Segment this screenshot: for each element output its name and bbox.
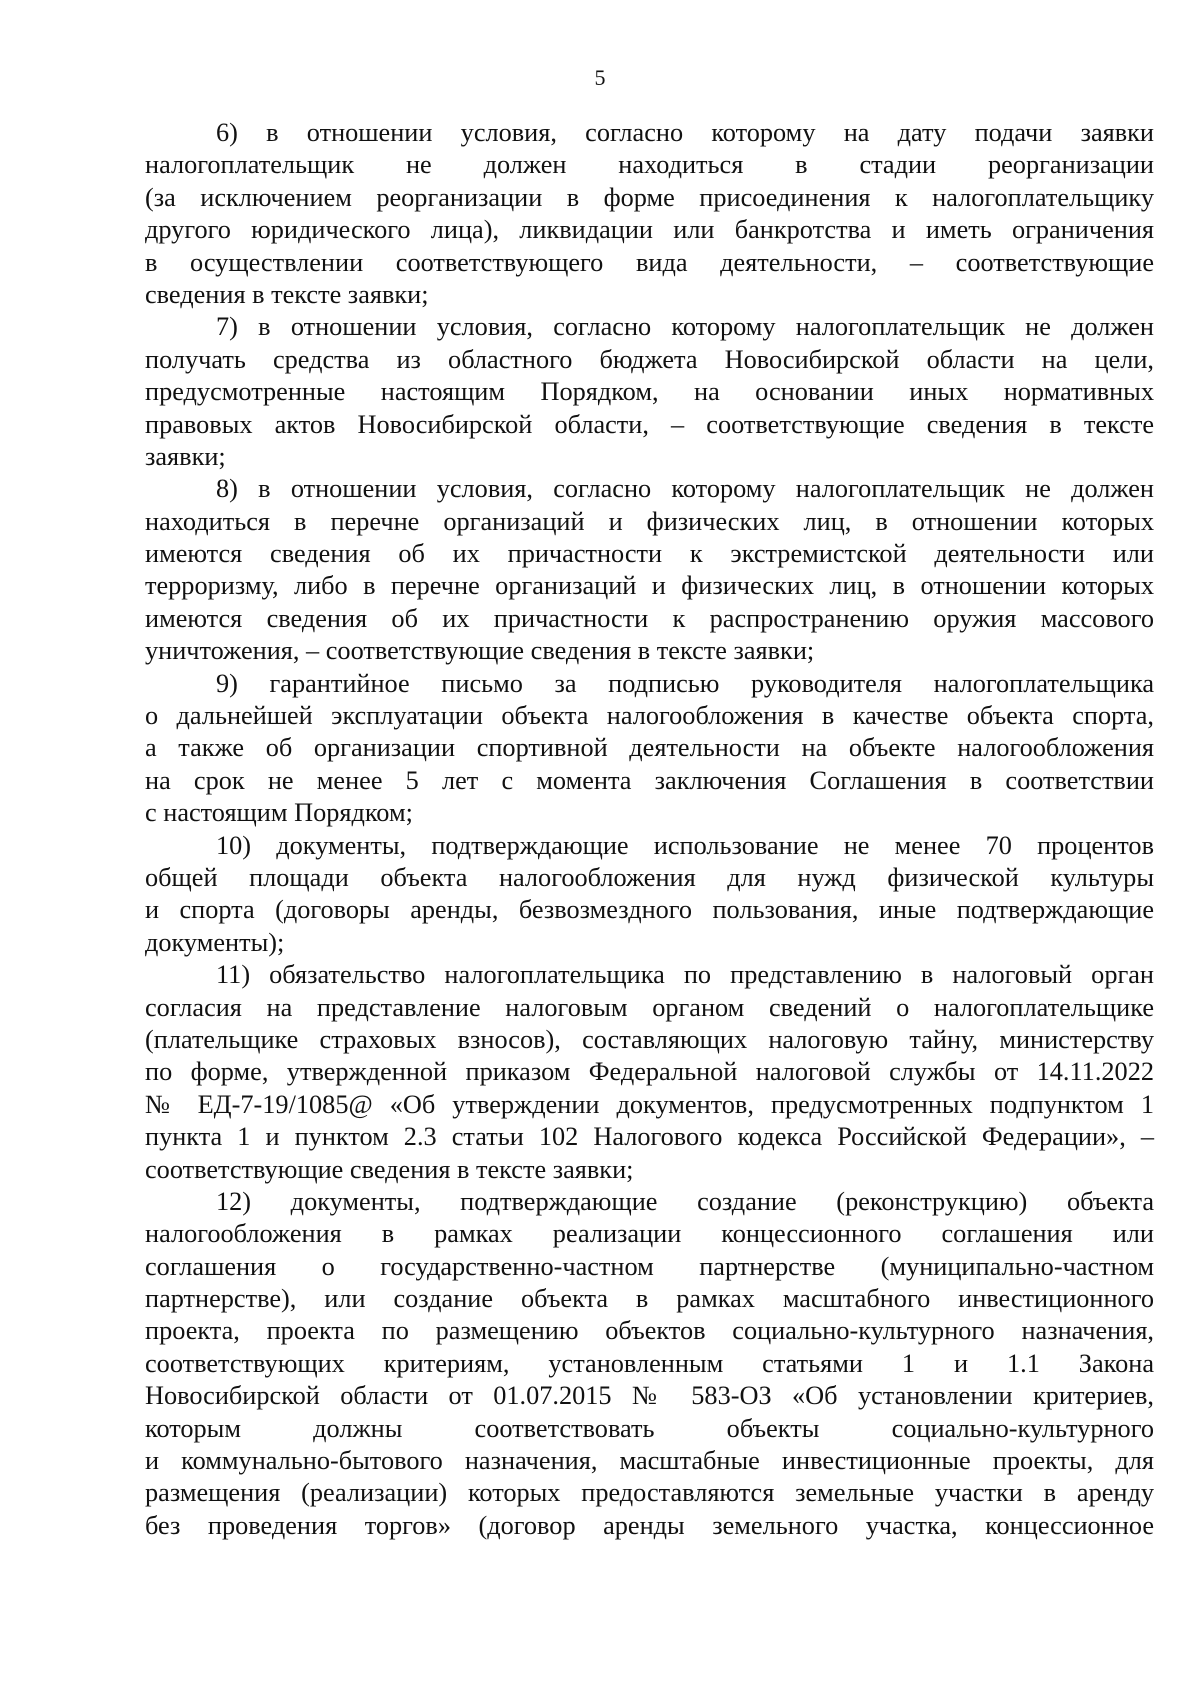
paragraph-line: на срок не менее 5 лет с момента заключения Соглашения в соответствии bbox=[145, 765, 1154, 795]
paragraph bbox=[145, 668, 1154, 830]
paragraph bbox=[145, 473, 1154, 667]
paragraph-line: 10) документы, подтверждающие использование не менее 70 процентов bbox=[216, 830, 1154, 860]
paragraph-line: 7) в отношении условия, согласно которому налогоплательщик не должен bbox=[216, 312, 1154, 342]
paragraph bbox=[145, 959, 1154, 1186]
paragraph-line: 11) обязательство налогоплательщика по представлению в налоговый орган bbox=[216, 960, 1154, 990]
paragraph-line: налогообложения в рамках реализации концессионного соглашения или bbox=[145, 1219, 1154, 1249]
paragraph-line: правовых актов Новосибирской области, – соответствующие сведения в тексте bbox=[145, 409, 1154, 439]
paragraph bbox=[145, 117, 1154, 311]
paragraph-line: с настоящим Порядком; bbox=[145, 798, 413, 828]
paragraph-line: пункта 1 и пунктом 2.3 статьи 102 Налогового кодекса Российской Федерации», – bbox=[145, 1122, 1154, 1152]
paragraph-line: № ЕД-7-19/1085@ «Об утверждении документов, предусмотренных подпунктом 1 bbox=[145, 1089, 1154, 1119]
paragraph-line: 9) гарантийное письмо за подписью руководителя налогоплательщика bbox=[216, 668, 1154, 698]
paragraph-line: согласия на представление налоговым органом сведений о налогоплательщике bbox=[145, 992, 1154, 1022]
paragraph-line: соответствующих критериям, установленным статьями 1 и 1.1 Закона bbox=[145, 1348, 1154, 1378]
paragraph-line: получать средства из областного бюджета Новосибирской области на цели, bbox=[145, 344, 1154, 374]
paragraph-line: 6) в отношении условия, согласно которому на дату подачи заявки bbox=[216, 118, 1154, 147]
paragraph-line: соглашения о государственно-частном партнерстве (муниципально-частном bbox=[145, 1251, 1154, 1281]
paragraph-line: которым должны соответствовать объекты социально-культурного bbox=[145, 1413, 1154, 1443]
paragraph-line: уничтожения, – соответствующие сведения в тексте заявки; bbox=[145, 636, 815, 666]
paragraph-line: имеются сведения об их причастности к экстремистской деятельности или bbox=[145, 539, 1154, 569]
paragraph-line: о дальнейшей эксплуатации объекта налогообложения в качестве объекта спорта, bbox=[145, 701, 1154, 731]
paragraph-line: а также об организации спортивной деятельности на объекте налогообложения bbox=[145, 733, 1154, 763]
paragraph-line: проекта, проекта по размещению объектов социально-культурного назначения, bbox=[145, 1316, 1154, 1346]
paragraph-line: размещения (реализации) которых предоставляются земельные участки в аренду bbox=[145, 1478, 1154, 1508]
paragraph-line: и спорта (договоры аренды, безвозмездного пользования, иные подтверждающие bbox=[145, 895, 1154, 925]
paragraph-line: налогоплательщик не должен находиться в стадии реорганизации bbox=[145, 150, 1154, 180]
paragraph-line: терроризму, либо в перечне организаций и физических лиц, в отношении которых bbox=[145, 571, 1154, 601]
paragraph-line: заявки; bbox=[145, 441, 226, 471]
paragraph-line: предусмотренные настоящим Порядком, на основании иных нормативных bbox=[145, 377, 1154, 407]
paragraph-line: 12) документы, подтверждающие создание (реконструкцию) объекта bbox=[216, 1186, 1154, 1216]
paragraph-line: находиться в перечне организаций и физических лиц, в отношении которых bbox=[145, 506, 1154, 536]
paragraph-line: документы); bbox=[145, 927, 285, 957]
paragraph-line: и коммунально-бытового назначения, масштабные инвестиционные проекты, для bbox=[145, 1446, 1154, 1476]
paragraph-line: (за исключением реорганизации в форме присоединения к налогоплательщику bbox=[145, 182, 1154, 212]
paragraph-line: по форме, утвержденной приказом Федеральной налоговой службы от 14.11.2022 bbox=[145, 1057, 1154, 1087]
paragraph-line: 8) в отношении условия, согласно которому налогоплательщик не должен bbox=[216, 474, 1154, 504]
paragraph-line: без проведения торгов» (договор аренды земельного участка, концессионное bbox=[145, 1510, 1154, 1540]
page-number: 5 bbox=[594, 65, 606, 90]
paragraph bbox=[145, 311, 1154, 473]
paragraph-line: имеются сведения об их причастности к распространению оружия массового bbox=[145, 603, 1154, 633]
paragraph-line: в осуществлении соответствующего вида деятельности, – соответствующие bbox=[145, 247, 1154, 277]
paragraph bbox=[145, 830, 1154, 960]
paragraph-line: партнерстве), или создание объекта в рамках масштабного инвестиционного bbox=[145, 1284, 1154, 1314]
paragraph-line: сведения в тексте заявки; bbox=[145, 279, 429, 309]
document-body bbox=[145, 117, 1154, 1542]
paragraph-line: другого юридического лица), ликвидации или банкротства и иметь ограничения bbox=[145, 215, 1154, 245]
paragraph-line: соответствующие сведения в тексте заявки; bbox=[145, 1154, 634, 1184]
paragraph bbox=[145, 1186, 1154, 1542]
paragraph-line: общей площади объекта налогообложения для нужд физической культуры bbox=[145, 862, 1154, 892]
paragraph-line: Новосибирской области от 01.07.2015 № 583-ОЗ «Об установлении критериев, bbox=[145, 1381, 1154, 1411]
paragraph-line: (плательщике страховых взносов), составляющих налоговую тайну, министерству bbox=[145, 1024, 1154, 1054]
